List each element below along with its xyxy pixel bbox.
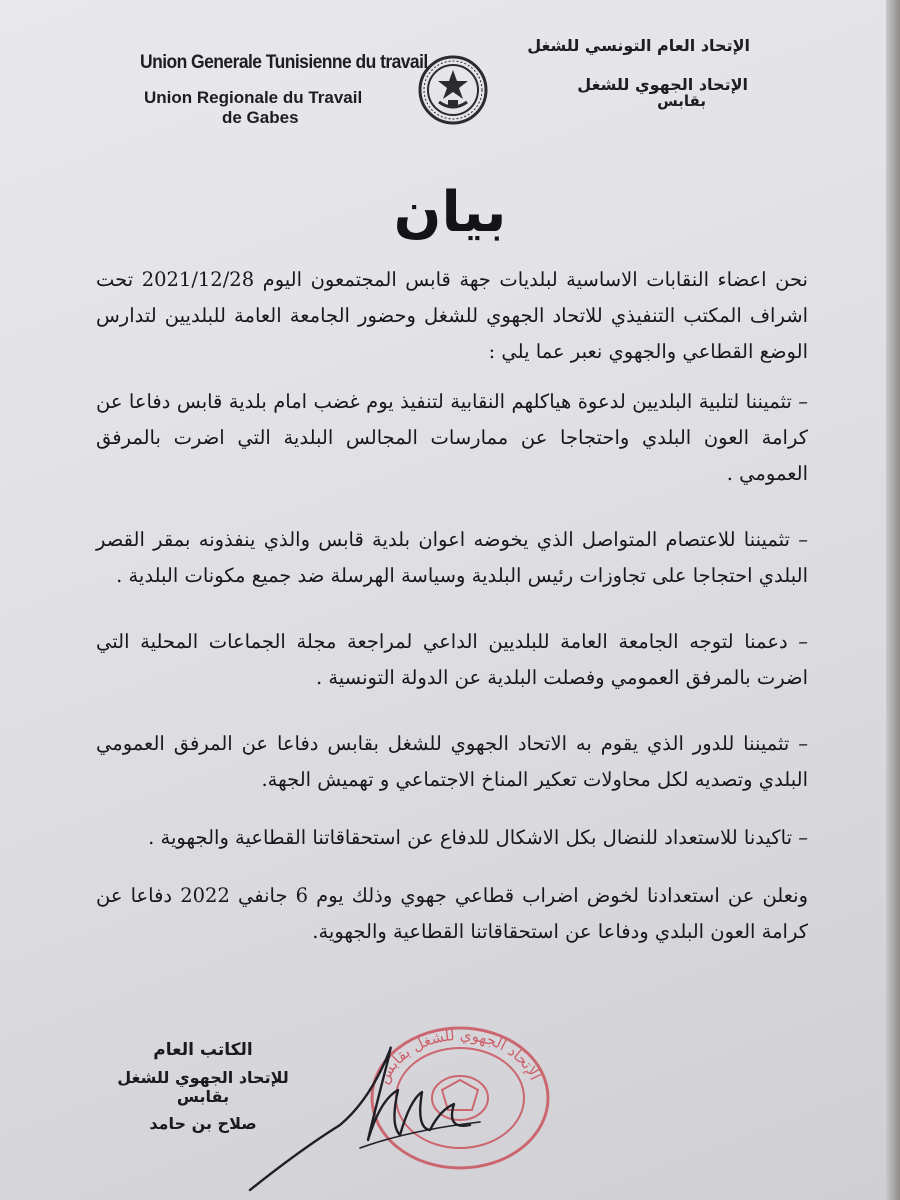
signatory-organization: للإتحاد الجهوي للشغل بقابس	[117, 1068, 289, 1106]
statement-item: – تثميننا لتلبية البلديين لدعوة هياكلهم النقابية لتنفيذ يوم غضب امام بلدية قابس دفاعا عن كرامة العون البلدي واحتجاجا عن ممارسات المجالس البلدية التي اضرت بالمرفق العمومي .	[96, 390, 808, 485]
statement-body	[96, 262, 808, 950]
ugtt-emblem-icon	[408, 50, 498, 130]
statement-item: – دعمنا لتوجه الجامعة العامة للبلديين الداعي لمراجعة مجلة الجماعات المحلية التي اضرت بالمرفق العمومي وفصلت البلدية عن الدولة التونسية .	[96, 630, 808, 689]
signature-block	[98, 1040, 308, 1133]
header-french	[140, 52, 428, 128]
closing-paragraph: ونعلن عن استعدادنا لخوض اضراب قطاعي جهوي وذلك يوم 6 جانفي 2022 دفاعا عن كرامة العون البلدي ودفاعا عن استحقاقاتنا القطاعية والجهوية.	[96, 884, 809, 943]
header-arabic	[490, 36, 750, 110]
signatory-name: صلاح بن حامد	[149, 1114, 257, 1133]
statement-item: – تاكيدنا للاستعداد للنضال بكل الاشكال للدفاع عن استحقاقاتنا القطاعية والجهوية .	[148, 826, 808, 849]
header-arabic-line1: الإتحاد العام التونسي للشغل	[527, 36, 750, 55]
header-french-line3: de Gabes	[222, 108, 299, 127]
header-arabic-line2: الإتحاد الجهوي للشغل	[577, 75, 748, 94]
document-title: بيان	[393, 180, 507, 245]
header-french-line1: Union Generale Tunisienne du travail	[140, 52, 428, 73]
statement-item: – تثميننا للاعتصام المتواصل الذي يخوضه اعوان بلدية قابس والذي ينفذونه بمقر القصر البلدي احتجاجا على تجاوزات رئيس البلدية وسياسة الهرسلة ضد جميع مكونات البلدية .	[96, 528, 808, 587]
header-arabic-line3: بقابس	[657, 92, 706, 110]
intro-paragraph: نحن اعضاء النقابات الاساسية لبلديات جهة قابس المجتمعون اليوم 2021/12/28 تحت اشراف المكتب التنفيذي للاتحاد الجهوي للشغل وحضور الجامعة العامة للبلديين لتدارس الوضع القطاعي والجهوي نعبر عما يلي :	[96, 268, 808, 363]
statement-item: – تثميننا للدور الذي يقوم به الاتحاد الجهوي للشغل بقابس دفاعا عن المرفق العمومي البلدي وتصديه لكل محاولات تعكير المناخ الاجتماعي و تهميش الجهة.	[96, 732, 808, 791]
signatory-title: الكاتب العام	[153, 1040, 253, 1060]
stamp-text: الإتحاد الجهوي للشغل بقابس	[373, 1025, 545, 1087]
header-french-line2: Union Regionale du Travail	[144, 88, 363, 107]
